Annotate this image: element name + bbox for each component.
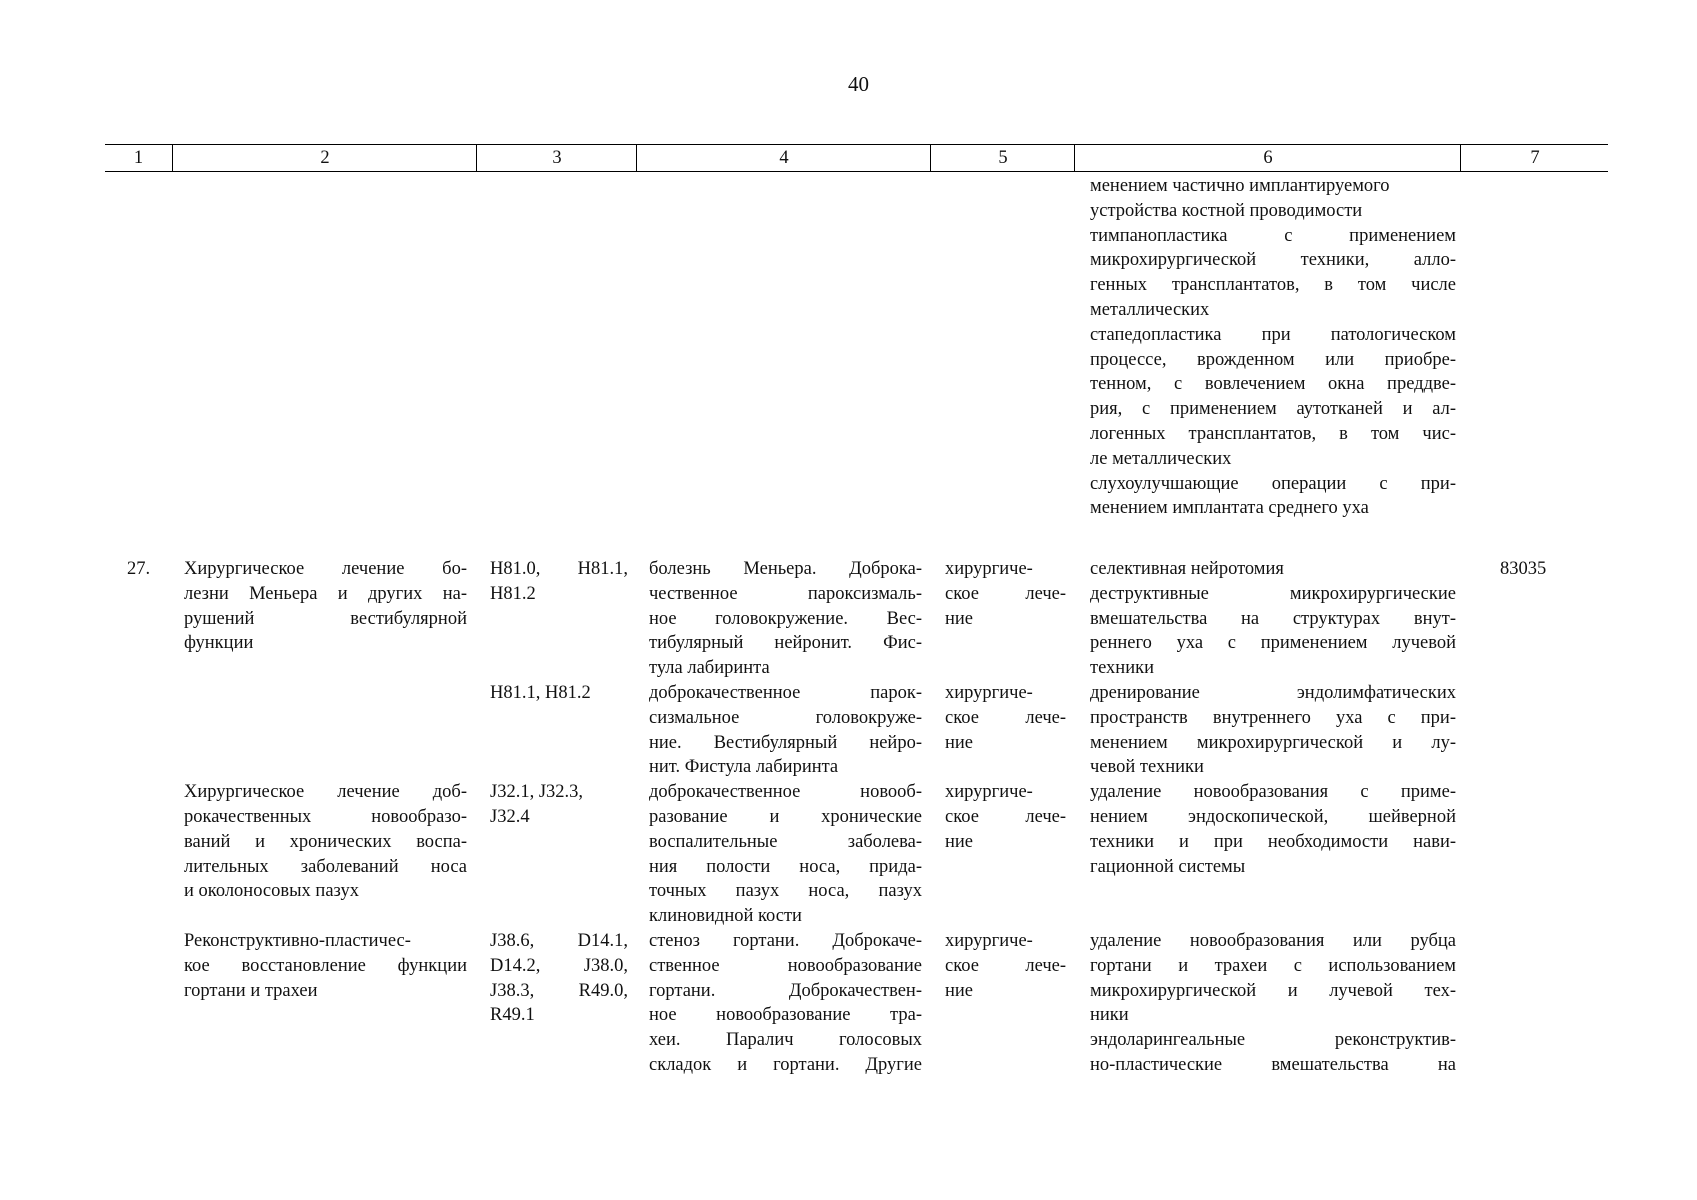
diagnosis-cell [649, 681, 922, 780]
cell-line: Хирургическое лечение бо- [184, 559, 467, 579]
cell-line: чественное пароксизмаль- [649, 583, 922, 604]
cell-line: тибулярный нейронит. Фис- [649, 633, 922, 654]
header-col-3: 3 [476, 145, 637, 171]
cell-line: H81.2 [490, 583, 536, 604]
cell-line: R49.1 [490, 1005, 535, 1026]
cell-line: J38.6, D14.1, [490, 931, 628, 951]
header-col-2: 2 [172, 145, 477, 171]
cell-line: клиновидной кости [649, 906, 802, 927]
cell-line: сизмальное головокруже- [649, 707, 922, 728]
cell-line: гортани и трахеи с использованием [1090, 955, 1456, 976]
cell-line: ле металлических [1090, 448, 1232, 469]
cell-line: лезни Меньера и других на- [184, 583, 467, 604]
method-cell [1090, 780, 1456, 879]
cell-line: металлических [1090, 299, 1210, 320]
cell-line: устройства костной проводимости [1090, 200, 1363, 221]
treatment-type-cell [184, 557, 467, 656]
diagnosis-cell [649, 780, 922, 929]
cell-line: тула лабиринта [649, 658, 770, 679]
cell-line: удаление новообразования с приме- [1090, 782, 1456, 803]
cell-line: ское лече- [945, 955, 1066, 976]
cell-line: логенных трансплантатов, в том чис- [1090, 423, 1456, 444]
cell-line: нением эндоскопической, шейверной [1090, 806, 1456, 827]
cell-line: деструктивные микрохирургические [1090, 583, 1456, 604]
method-cell [1090, 681, 1456, 780]
cell-line: реннего уха с применением лучевой [1090, 633, 1456, 654]
cell-line: микрохирургической и лучевой тех- [1090, 980, 1456, 1001]
cell-line: ние [945, 831, 974, 852]
diagnosis-cell [649, 557, 922, 681]
header-col-1: 1 [133, 148, 144, 168]
cell-line: J32.4 [490, 806, 530, 827]
cell-line: рокачественных новообразо- [184, 806, 467, 827]
cell-line: точных пазух носа, пазух [649, 881, 922, 902]
tariff-value: 83035 [1500, 559, 1547, 579]
header-col-6: 6 [1074, 145, 1461, 171]
cell-line: H81.0, H81.1, [490, 559, 628, 579]
treatment-type-cell [184, 929, 467, 1003]
cell-line: доброкачественное парок- [649, 683, 922, 703]
cell-line: хеи. Паралич голосовых [649, 1030, 922, 1051]
icd-codes-cell [490, 929, 628, 1028]
header-col-7: 7 [1460, 145, 1609, 171]
cell-line: менением имплантата среднего уха [1090, 498, 1369, 519]
cell-line: хирургиче- [945, 931, 1033, 951]
cell-line: ние [945, 608, 974, 629]
method-cell [1090, 929, 1456, 1078]
cell-line: дренирование эндолимфатических [1090, 683, 1456, 703]
cell-line: техники [1090, 658, 1154, 679]
cell-line: ное новообразование тра- [649, 1005, 922, 1026]
cell-line: D14.2, J38.0, [490, 955, 628, 976]
cell-line: хирургиче- [945, 782, 1033, 803]
cell-line: техники и при необходимости нави- [1090, 831, 1456, 852]
cell-line: лительных заболеваний носа [184, 856, 467, 877]
cell-line: рия, с применением аутотканей и ал- [1090, 399, 1456, 420]
cell-line: разование и хронические [649, 806, 922, 827]
row-number: 27. [127, 559, 151, 579]
cell-line: пространств внутреннего уха с при- [1090, 707, 1456, 728]
cell-line: процессе, врожденном или приобре- [1090, 349, 1456, 370]
cell-line: гационной системы [1090, 856, 1246, 877]
cell-line: но-пластические вмешательства на [1090, 1054, 1456, 1075]
table-header [105, 144, 1608, 172]
continuation-col6-text [1090, 174, 1456, 521]
icd-codes-cell [490, 780, 628, 830]
cell-line: микрохирургической техники, алло- [1090, 250, 1456, 271]
cell-line: чевой техники [1090, 757, 1204, 778]
cell-line: функции [184, 633, 254, 654]
cell-line: генных трансплантатов, в том числе [1090, 275, 1456, 296]
cell-line: ние [945, 980, 974, 1001]
cell-line: ное головокружение. Вес- [649, 608, 922, 629]
cell-line: тимпанопластика с применением [1090, 225, 1456, 246]
cell-line: ники [1090, 1005, 1129, 1026]
cell-line: и околоносовых пазух [184, 881, 359, 902]
treatment-kind-cell [945, 557, 1066, 631]
cell-line: эндоларингеальные реконструктив- [1090, 1030, 1456, 1051]
icd-codes-cell [490, 681, 628, 706]
cell-line: воспалительные заболева- [649, 831, 922, 852]
cell-line: удаление новообразования или рубца [1090, 931, 1456, 951]
cell-line: ние. Вестибулярный нейро- [649, 732, 922, 753]
cell-line: гортани. Доброкачествен- [649, 980, 922, 1001]
treatment-kind-cell [945, 929, 1066, 1003]
diagnosis-cell [649, 929, 922, 1078]
cell-line: рушений вестибулярной [184, 608, 467, 629]
cell-line: ское лече- [945, 583, 1066, 604]
header-col-5: 5 [930, 145, 1075, 171]
cell-line: складок и гортани. Другие [649, 1054, 922, 1075]
cell-line: тенном, с вовлечением окна преддве- [1090, 374, 1456, 395]
cell-line: стеноз гортани. Доброкаче- [649, 931, 922, 951]
cell-line: ское лече- [945, 707, 1066, 728]
cell-line: селективная нейротомия [1090, 559, 1284, 579]
cell-line: ское лече- [945, 806, 1066, 827]
cell-line: болезнь Меньера. Доброка- [649, 559, 922, 579]
page-number: 40 [848, 72, 869, 96]
cell-line: хирургиче- [945, 683, 1033, 703]
cell-line: нит. Фистула лабиринта [649, 757, 839, 778]
cell-line: стапедопластика при патологическом [1090, 324, 1456, 345]
cell-line: ственное новообразование [649, 955, 922, 976]
treatment-kind-cell [945, 681, 1066, 755]
cell-line: кое восстановление функции [184, 955, 467, 976]
header-col-4: 4 [636, 145, 931, 171]
cell-line: менением частично имплантируемого [1090, 176, 1390, 196]
cell-line: менением микрохирургической и лу- [1090, 732, 1456, 753]
cell-line: H81.1, H81.2 [490, 683, 591, 703]
method-cell [1090, 557, 1456, 681]
cell-line: J38.3, R49.0, [490, 980, 628, 1001]
treatment-kind-cell [945, 780, 1066, 854]
cell-line: J32.1, J32.3, [490, 782, 584, 803]
cell-line: хирургиче- [945, 559, 1033, 579]
cell-line: ние [945, 732, 974, 753]
cell-line: ваний и хронических воспа- [184, 831, 467, 852]
cell-line: вмешательства на структурах внут- [1090, 608, 1456, 629]
cell-line: слухоулучшающие операции с при- [1090, 473, 1456, 494]
cell-line: доброкачественное новооб- [649, 782, 922, 803]
cell-line: гортани и трахеи [184, 980, 318, 1001]
cell-line: ния полости носа, прида- [649, 856, 922, 877]
cell-line: Хирургическое лечение доб- [184, 782, 467, 803]
cell-line: Реконструктивно-пластичес- [184, 931, 411, 951]
treatment-type-cell [184, 780, 467, 904]
icd-codes-cell [490, 557, 628, 607]
